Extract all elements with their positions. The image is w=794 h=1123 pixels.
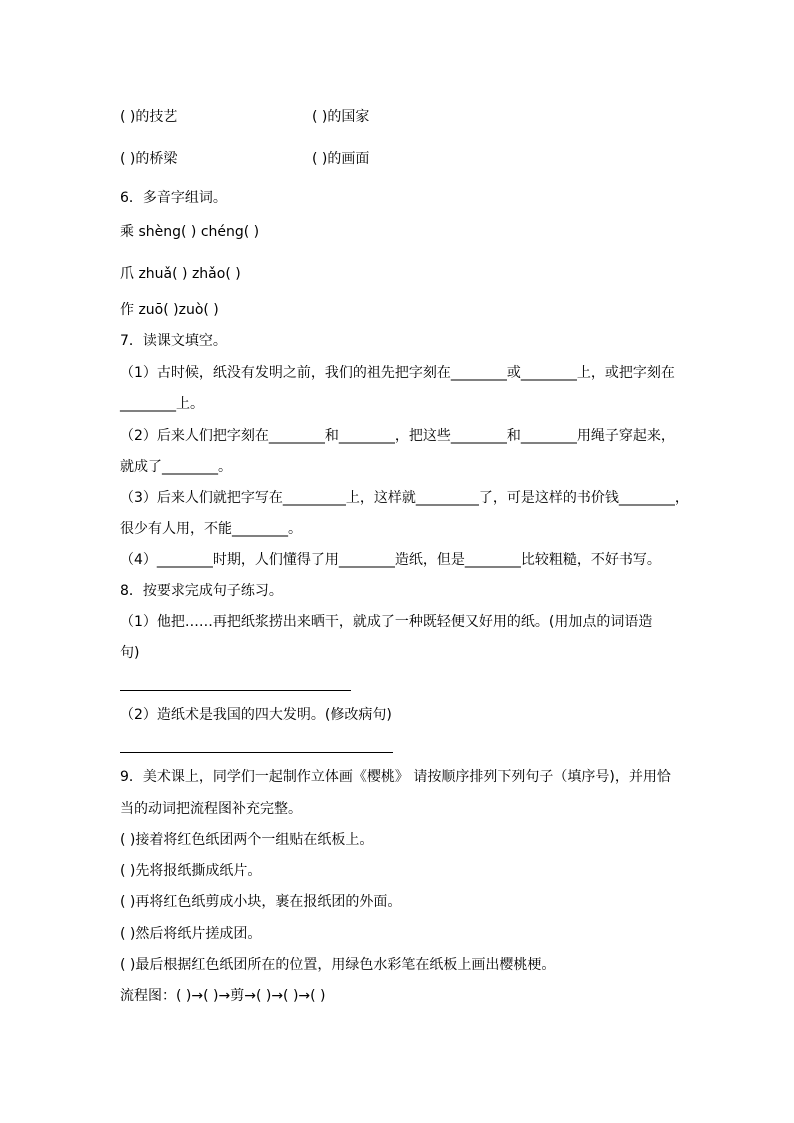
order-item-1: ( )接着将红色纸团两个一组贴在纸板上。 (120, 832, 374, 848)
phrase-blank-skill: ( )的技艺 (120, 109, 178, 125)
q7-item-4: （4）________时期，人们懂得了用________造纸，但是________比较粗糙，不好书写。 (120, 552, 661, 568)
q7-item-2-line-1: （2）后来人们把字刻在________和________，把这些________和________用绳子穿起来， (120, 428, 675, 444)
flowchart-line: 流程图：( )→( )→剪→( )→( )→( ) (120, 988, 326, 1004)
answer-line-2[interactable] (120, 752, 393, 753)
answer-line-1[interactable] (120, 690, 351, 691)
polyphone-zhua: 爪 zhuǎ( ) zhǎo( ) (120, 266, 241, 282)
question-9-title-line-2: 当的动词把流程图补充完整。 (120, 801, 302, 817)
q7-item-3-line-2: 很少有人用，不能________。 (120, 521, 302, 537)
order-item-2: ( )先将报纸撕成纸片。 (120, 863, 262, 879)
question-8-title: 8．按要求完成句子练习。 (120, 583, 283, 599)
phrase-blank-picture: ( )的画面 (312, 151, 370, 167)
phrase-blank-country: ( )的国家 (312, 109, 370, 125)
q7-item-2-line-2: 就成了________。 (120, 459, 232, 475)
polyphone-zuo: 作 zuō( )zuò( ) (120, 302, 219, 318)
question-7-title: 7．读课文填空。 (120, 333, 227, 349)
order-item-3: ( )再将红色纸剪成小块，裹在报纸团的外面。 (120, 894, 402, 910)
q8-item-2: （2）造纸术是我国的四大发明。(修改病句) (120, 707, 392, 723)
polyphone-cheng: 乘 shèng( ) chéng( ) (120, 224, 260, 240)
question-9-title-line-1: 9．美术课上，同学们一起制作立体画《樱桃》 请按顺序排列下列句子（填序号)，并用恰 (120, 769, 671, 785)
q7-item-1-line-2: ________上。 (120, 396, 204, 412)
q7-item-3-line-1: （3）后来人们就把字写在_________上，这样就_________了，可是这样的书价钱________， (120, 490, 689, 506)
phrase-blank-bridge: ( )的桥梁 (120, 151, 178, 167)
q8-item-1-line-1: （1）他把……再把纸浆捞出来晒干，就成了一种既轻便又好用的纸。(用加点的词语造 (120, 614, 653, 630)
order-item-4: ( )然后将纸片搓成团。 (120, 926, 262, 942)
question-6-title: 6．多音字组词。 (120, 190, 227, 206)
q8-item-1-line-2: 句) (120, 645, 140, 661)
q7-item-1-line-1: （1）古时候，纸没有发明之前，我们的祖先把字刻在________或________上，或把字刻在 (120, 365, 675, 381)
order-item-5: ( )最后根据红色纸团所在的位置，用绿色水彩笔在纸板上画出樱桃梗。 (120, 957, 556, 973)
